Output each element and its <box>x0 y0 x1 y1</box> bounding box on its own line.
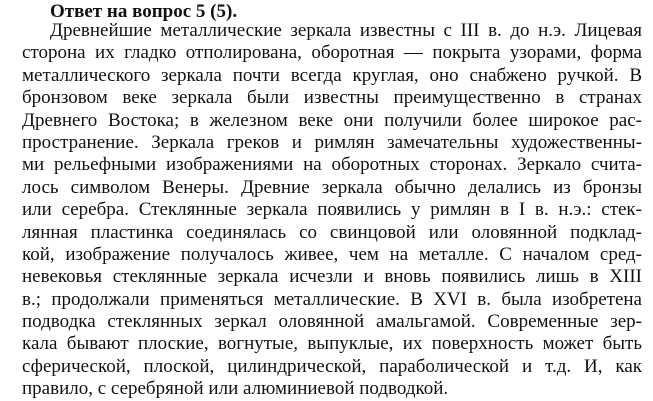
text-line: кой, изображение получалось живее, чем на металле. С началом сред- <box>22 243 642 265</box>
text-line: кала бывают плоские, вогнутые, выпуклые, их поверхность может быть <box>22 333 642 355</box>
text-line: Древнего Востока; в железном веке они получили более широкое рас- <box>22 109 642 131</box>
text-line: пространение. Зеркала греков и римлян замечательны художественны- <box>22 131 642 153</box>
text-line: ми рельефными изображениями на оборотных сторонах. Зеркало счита- <box>22 154 642 176</box>
text-line: в.; продолжали применяться металлические. В XVI в. была изобретена <box>22 288 642 310</box>
text-line: или серебра. Стеклянные зеркала появились у римлян в I в. н.э.: стек- <box>22 199 642 221</box>
text-line: невековья стеклянные зеркала исчезли и вновь появились лишь в XIII <box>22 266 642 288</box>
answer-heading: Ответ на вопрос 5 (5). <box>50 1 238 22</box>
text-line: сферической, плоской, цилиндрической, параболической и т.д. И, как <box>22 355 642 377</box>
text-line: Древнейшие металлические зеркала известны с III в. до н.э. Лицевая <box>50 20 642 41</box>
text-line: металлического зеркала почти всегда круглая, оно снабжено ручкой. В <box>22 64 642 86</box>
text-line: подводка стеклянных зеркал оловянной амальгамой. Современные зер- <box>22 311 642 333</box>
text-line: лянная пластинка соединялась со свинцовой или оловянной подклад- <box>22 221 642 243</box>
text-line: бронзовом веке зеркала были известны преимущественно в странах <box>22 87 642 109</box>
text-line: правило, с серебряной или алюминиевой подводкой. <box>22 378 449 400</box>
text-line: лось символом Венеры. Древние зеркала обычно делались из бронзы <box>22 176 642 198</box>
answer-body <box>22 20 642 401</box>
text-line: сторона их гладко отполирована, оборотная — покрыта узорами, форма <box>22 42 642 64</box>
